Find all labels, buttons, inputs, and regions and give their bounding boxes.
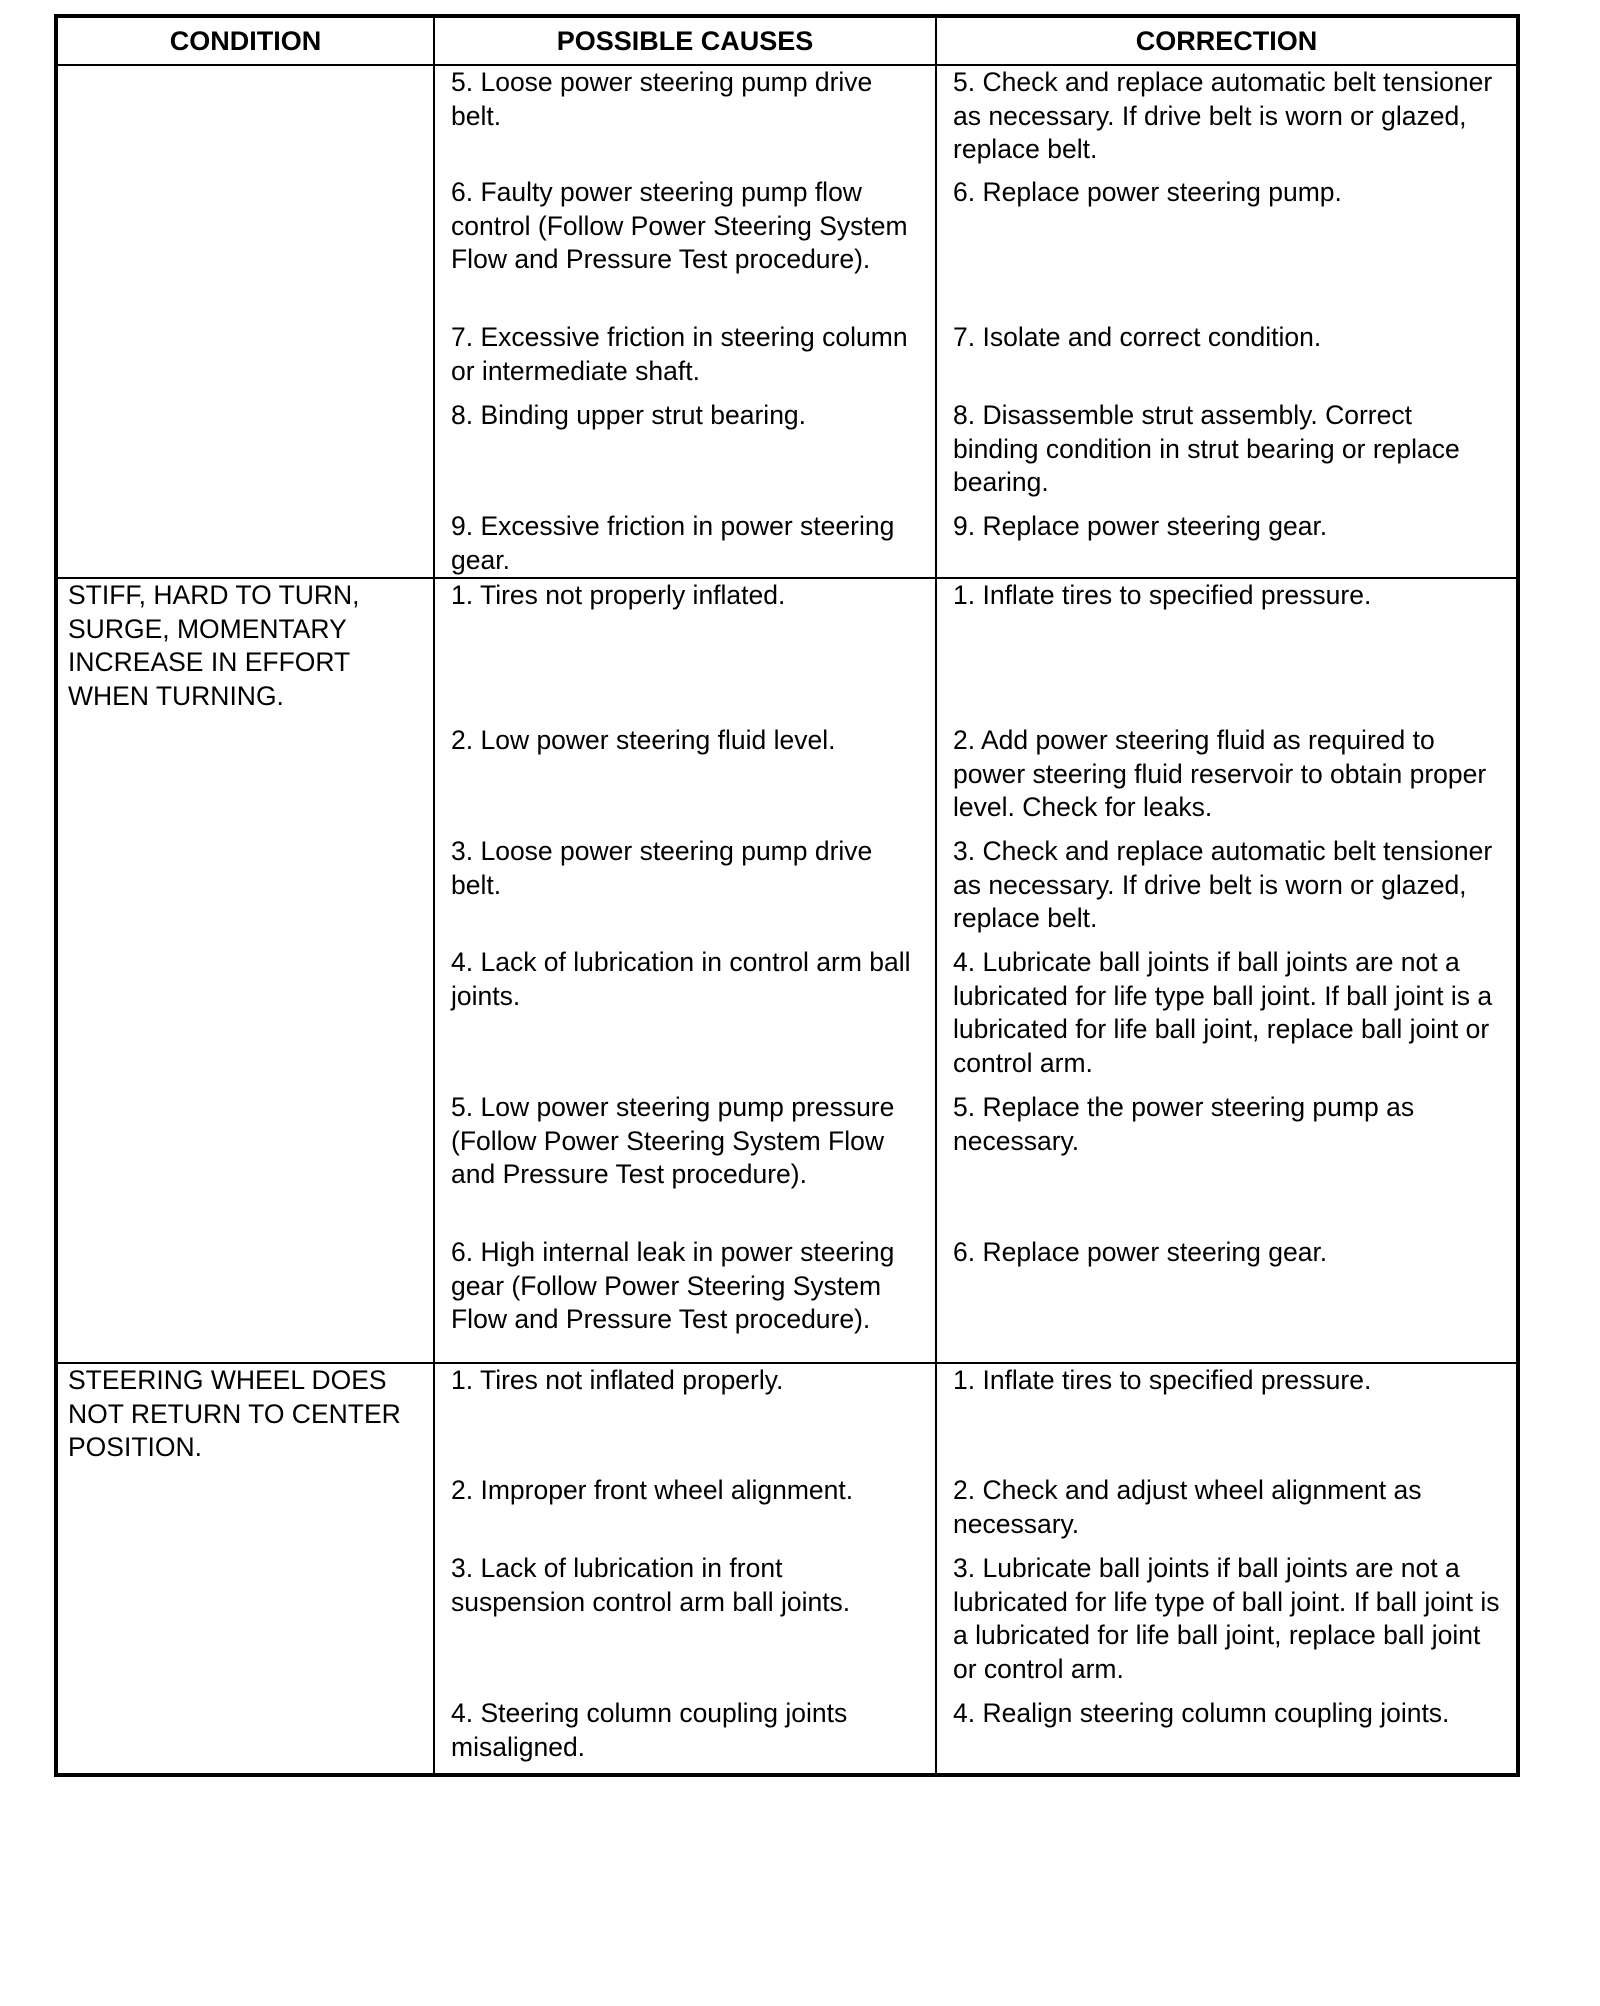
header-correction: CORRECTION	[936, 16, 1518, 65]
correction-cell: 5. Check and replace automatic belt tensioner as necessary. If drive belt is worn or glazed, replace belt.	[953, 67, 1493, 164]
possible-cause-cell: 5. Low power steering pump pressure (Follow Power Steering System Flow and Pressure Test procedure).	[434, 1091, 936, 1236]
possible-cause-cell: 4. Lack of lubrication in control arm ball joints.	[434, 946, 936, 1091]
header-possible-causes: POSSIBLE CAUSES	[434, 16, 936, 65]
condition-cell: STEERING WHEEL DOES NOT RETURN TO CENTER POSITION.	[56, 1363, 434, 1775]
possible-cause-cell: 1. Tires not properly inflated.	[434, 578, 936, 724]
correction-cell: 9. Replace power steering gear.	[936, 510, 1518, 578]
condition-cell	[56, 65, 434, 578]
correction-cell: 3. Check and replace automatic belt tensioner as necessary. If drive belt is worn or glazed, replace belt.	[953, 836, 1493, 933]
table-row	[56, 1363, 1518, 1474]
table-row	[56, 65, 1518, 176]
correction-cell: 7. Isolate and correct condition.	[953, 322, 1322, 352]
correction-cell: 2. Check and adjust wheel alignment as necessary.	[953, 1475, 1422, 1539]
correction-cell: 8. Disassemble strut assembly. Correct binding condition in strut bearing or replace bearing.	[953, 400, 1460, 497]
table-header-row	[56, 16, 1518, 65]
possible-cause-cell: 5. Loose power steering pump drive belt.	[434, 65, 936, 176]
correction-cell: 1. Inflate tires to specified pressure.	[953, 1365, 1372, 1395]
table-row	[56, 578, 1518, 724]
possible-cause-cell: 6. High internal leak in power steering gear (Follow Power Steering System Flow and Pressure Test procedure).	[434, 1236, 936, 1363]
possible-cause-cell: 3. Loose power steering pump drive belt.	[434, 835, 936, 946]
possible-cause-cell: 2. Improper front wheel alignment.	[434, 1474, 936, 1552]
correction-cell: 6. Replace power steering pump.	[953, 177, 1342, 207]
possible-cause-cell: 4. Steering column coupling joints misaligned.	[434, 1697, 936, 1775]
correction-cell: 2. Add power steering fluid as required to power steering fluid reservoir to obtain proper level. Check for leaks.	[953, 725, 1487, 822]
correction-cell: 6. Replace power steering gear.	[936, 1236, 1518, 1363]
header-condition: CONDITION	[56, 16, 434, 65]
diagnosis-table	[54, 14, 1520, 1777]
possible-cause-cell: 2. Low power steering fluid level.	[434, 724, 936, 835]
correction-cell: 5. Replace the power steering pump as necessary.	[953, 1092, 1415, 1156]
correction-cell: 4. Lubricate ball joints if ball joints are not a lubricated for life type ball joint. If ball joint is a lubricated for life ball joint, replace ball joint or control arm.	[953, 947, 1493, 1078]
possible-cause-cell: 9. Excessive friction in power steering gear.	[434, 510, 936, 578]
correction-cell: 4. Realign steering column coupling joints.	[953, 1698, 1450, 1728]
possible-cause-cell: 3. Lack of lubrication in front suspension control arm ball joints.	[434, 1552, 936, 1697]
possible-cause-cell: 1. Tires not inflated properly.	[434, 1363, 936, 1474]
possible-cause-cell: 7. Excessive friction in steering column or intermediate shaft.	[434, 321, 936, 399]
condition-cell: STIFF, HARD TO TURN, SURGE, MOMENTARY INCREASE IN EFFORT WHEN TURNING.	[56, 578, 434, 1363]
correction-cell: 1. Inflate tires to specified pressure.	[953, 580, 1372, 610]
possible-cause-cell: 8. Binding upper strut bearing.	[434, 399, 936, 510]
possible-cause-cell: 6. Faulty power steering pump flow control (Follow Power Steering System Flow and Pressure Test procedure).	[434, 176, 936, 321]
correction-cell: 3. Lubricate ball joints if ball joints are not a lubricated for life type of ball joint. If ball joint is a lubricated for life ball joint, replace ball joint or control arm.	[953, 1553, 1500, 1684]
